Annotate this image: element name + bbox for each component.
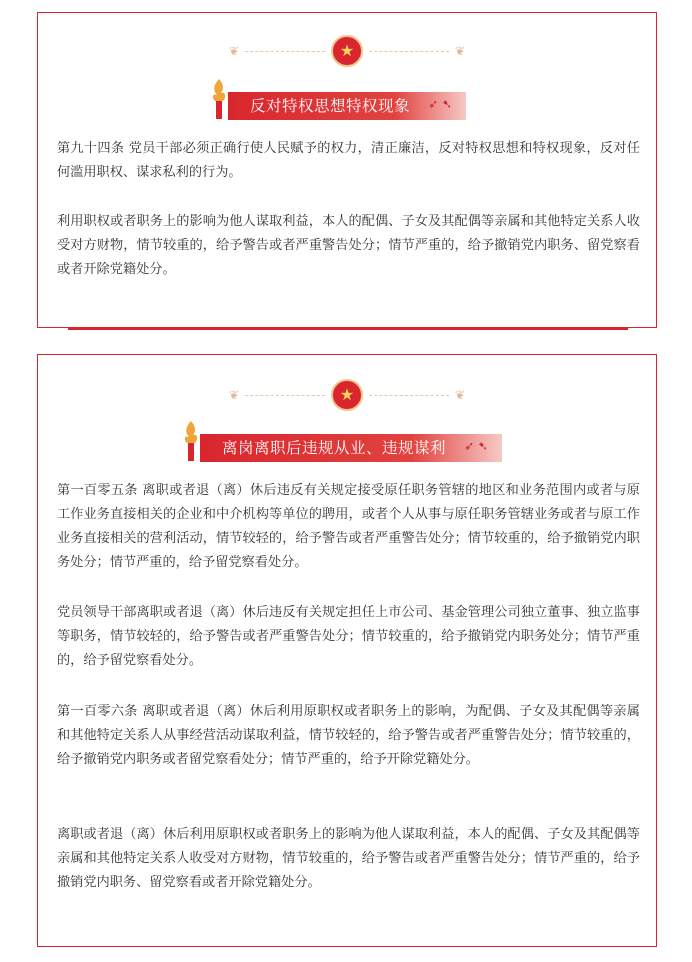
section-card-1 <box>37 12 657 328</box>
paragraph: 离职或者退（离）休后利用原职权或者职务上的影响为他人谋取利益，本人的配偶、子女及其配偶等亲属和其他特定关系人收受对方财物，情节较重的，给予警告或者严重警告处分；情节严重的，给予撤销党内职务、留党察看或者开除党籍处分。 <box>57 827 640 890</box>
section-title: 反对特权思想特权现象 <box>228 92 466 120</box>
party-emblem-icon: ★ <box>331 35 363 67</box>
wheat-left-icon: ❦ <box>228 388 239 402</box>
section-title: 离岗离职后违规从业、违规谋利 <box>200 434 502 462</box>
paragraph: 党员领导干部离职或者退（离）休后违反有关规定担任上市公司、基金管理公司独立董事、独立监事等职务，情节较轻的，给予警告或者严重警告处分；情节较重的，给予撤销党内职务处分；情节严重的，给予留党察看处分。 <box>57 605 640 668</box>
party-emblem-icon: ★ <box>331 379 363 411</box>
torch-icon <box>206 77 232 121</box>
section-title-banner <box>188 433 502 463</box>
card-underline <box>68 328 628 330</box>
doves-icon: ➶ ➷ <box>464 439 489 453</box>
wheat-right-icon: ❦ <box>455 44 466 58</box>
paragraph: 第一百零六条 离职或者退（离）休后利用原职权或者职务上的影响，为配偶、子女及其配偶等亲属和其他特定关系人从事经营活动谋取利益，情节较轻的，给予警告或者严重警告处分；情节较重的，给予撤销党内职务或者留党察看处分；情节严重的，给予开除党籍处分。 <box>57 704 640 767</box>
wheat-right-icon: ❦ <box>455 388 466 402</box>
emblem-divider <box>38 33 656 69</box>
section-title-banner <box>216 91 466 121</box>
paragraph: 第一百零五条 离职或者退（离）休后违反有关规定接受原任职务管辖的地区和业务范围内或者与原工作业务直接相关的企业和中介机构等单位的聘用，或者个人从事与原任职务管辖业务或者与原工作业务直接相关的营利活动，情节较轻的，给予警告或者严重警告处分；情节较重的，给予撤销党内职务处分；情节严重的，给予留党察看处分。 <box>57 483 640 570</box>
divider-line-right <box>369 51 449 52</box>
doves-icon: ➶ ➷ <box>428 97 453 111</box>
divider-line-left <box>245 395 325 396</box>
divider-line-right <box>369 395 449 396</box>
divider-line-left <box>245 51 325 52</box>
emblem-divider <box>38 377 656 413</box>
torch-icon <box>178 419 204 463</box>
wheat-left-icon: ❦ <box>228 44 239 58</box>
paragraph: 第九十四条 党员干部必须正确行使人民赋予的权力，清正廉洁，反对特权思想和特权现象，反对任何滥用职权、谋求私利的行为。 <box>57 141 640 180</box>
section-card-2 <box>37 354 657 947</box>
paragraph: 利用职权或者职务上的影响为他人谋取利益，本人的配偶、子女及其配偶等亲属和其他特定关系人收受对方财物，情节较重的，给予警告或者严重警告处分；情节严重的，给予撤销党内职务、留党察看或者开除党籍处分。 <box>57 214 640 277</box>
